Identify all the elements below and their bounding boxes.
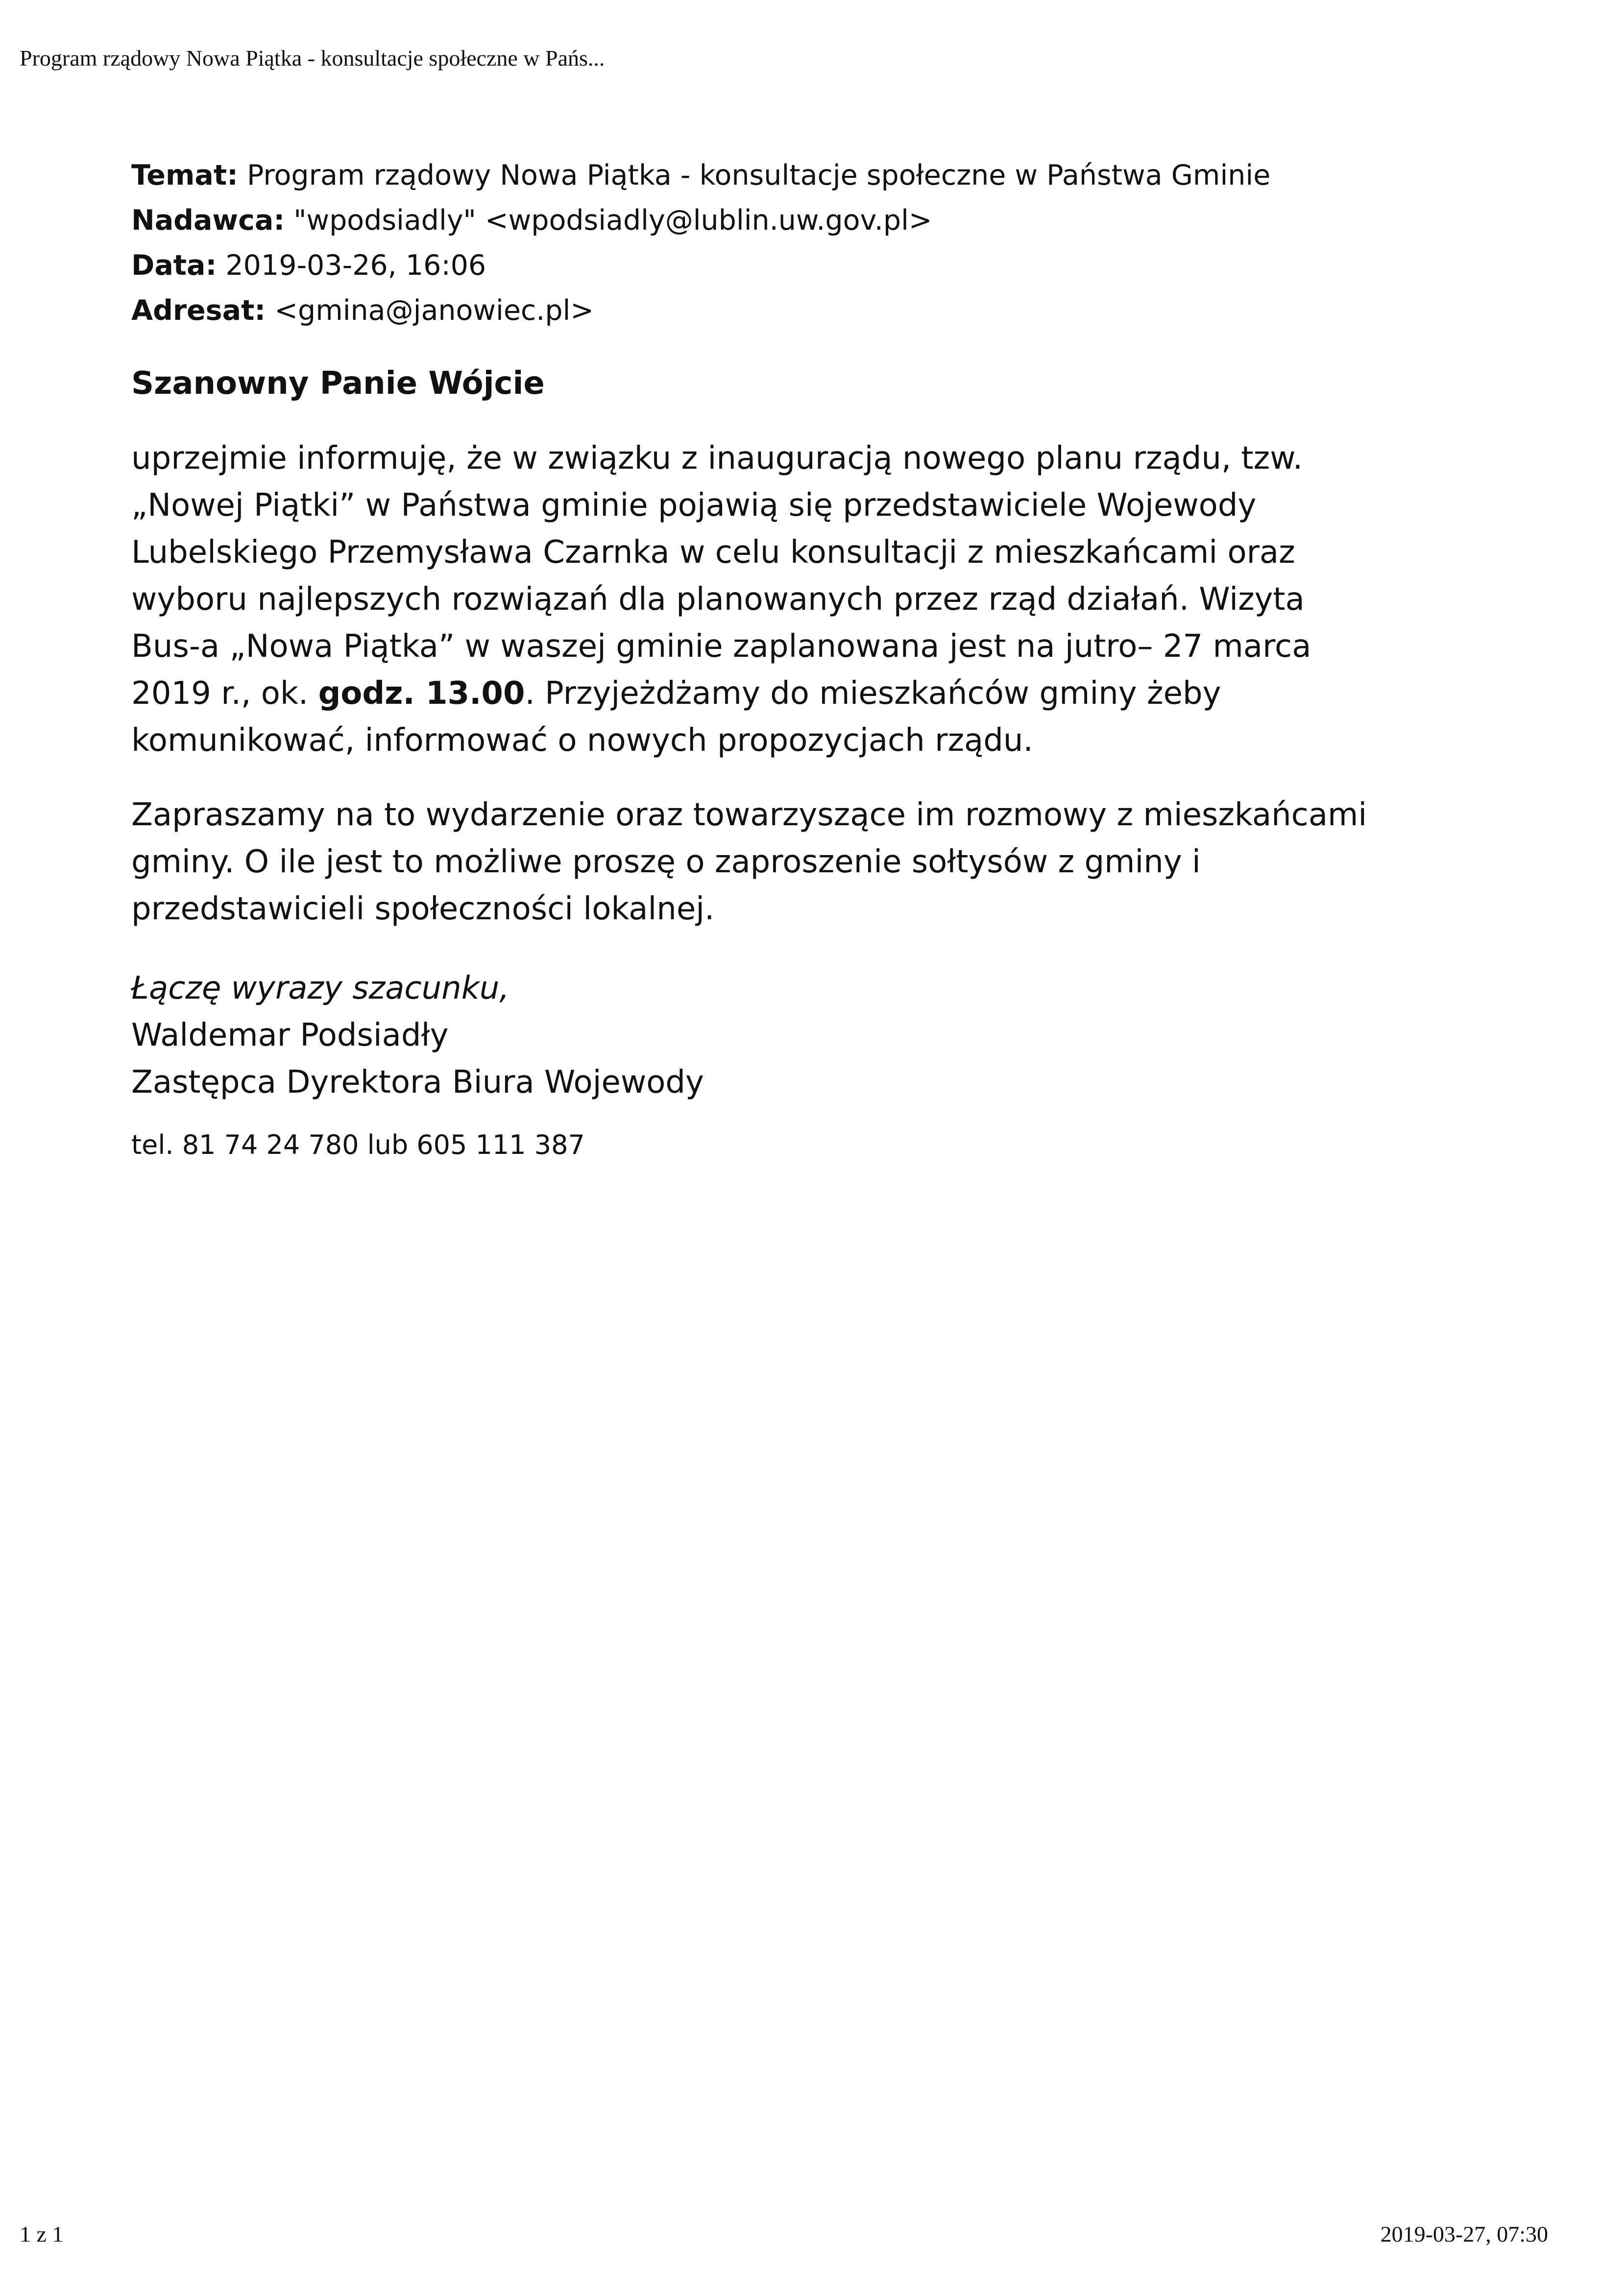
closing-block bbox=[131, 965, 1454, 1106]
subject-line bbox=[131, 153, 1454, 198]
print-header-title: Program rządowy Nowa Piątka - konsultacje społeczne w Pańs... bbox=[20, 46, 605, 71]
paragraph-2 bbox=[131, 791, 1454, 933]
text-segment: 2019 r., ok. bbox=[131, 675, 318, 712]
visit-time-bold: godz. 13.00 bbox=[318, 675, 525, 712]
date-value: 2019-03-26, 16:06 bbox=[225, 249, 486, 282]
date-line bbox=[131, 243, 1454, 288]
paragraph-line: „Nowej Piątki” w Państwa gminie pojawią się przedstawiciele Wojewody bbox=[131, 487, 1257, 524]
to-value: <gmina@janowiec.pl> bbox=[274, 294, 594, 327]
print-timestamp: 2019-03-27, 07:30 bbox=[1380, 2222, 1548, 2247]
to-line bbox=[131, 288, 1454, 333]
text-segment: . Przyjeżdżamy do mieszkańców gminy żeby bbox=[525, 675, 1221, 712]
paragraph-line: komunikować, informować o nowych propozycjach rządu. bbox=[131, 722, 1033, 759]
paragraph-line: przedstawicieli społeczności lokalnej. bbox=[131, 891, 715, 927]
page-count: 1 z 1 bbox=[20, 2222, 64, 2247]
paragraph-line: Bus-a „Nowa Piątka” w waszej gminie zaplanowana jest na jutro– 27 marca bbox=[131, 628, 1311, 665]
phone-number: tel. 81 74 24 780 lub 605 111 387 bbox=[131, 1129, 585, 1160]
paragraph-line: Lubelskiego Przemysława Czarnka w celu konsultacji z mieszkańcami oraz bbox=[131, 534, 1295, 571]
email-metadata bbox=[131, 153, 1454, 333]
from-line bbox=[131, 198, 1454, 243]
paragraph-line: gminy. O ile jest to możliwe proszę o zaproszenie sołtysów z gminy i bbox=[131, 844, 1201, 880]
email-body bbox=[131, 435, 1454, 933]
email-content bbox=[131, 153, 1454, 1165]
subject-label: Temat: bbox=[131, 159, 238, 191]
from-value: "wpodsiadly" <wpodsiadly@lublin.uw.gov.pl> bbox=[293, 204, 932, 237]
salutation: Szanowny Panie Wójcie bbox=[131, 365, 545, 402]
date-label: Data: bbox=[131, 249, 217, 282]
paragraph-line: wyboru najlepszych rozwiązań dla planowanych przez rząd działań. Wizyta bbox=[131, 581, 1305, 618]
paragraph-line bbox=[131, 670, 1454, 717]
closing-phrase: Łączę wyrazy szacunku, bbox=[131, 970, 509, 1006]
paragraph-line: Zapraszamy na to wydarzenie oraz towarzyszące im rozmowy z mieszkańcami bbox=[131, 797, 1367, 833]
subject-value: Program rządowy Nowa Piątka - konsultacje społeczne w Państwa Gminie bbox=[247, 159, 1271, 191]
signature-name: Waldemar Podsiadły bbox=[131, 1017, 449, 1053]
paragraph-line: uprzejmie informuję, że w związku z inauguracją nowego planu rządu, tzw. bbox=[131, 440, 1303, 477]
from-label: Nadawca: bbox=[131, 204, 285, 237]
to-label: Adresat: bbox=[131, 294, 266, 327]
paragraph-1 bbox=[131, 435, 1454, 764]
signature-title: Zastępca Dyrektora Biura Wojewody bbox=[131, 1064, 704, 1100]
